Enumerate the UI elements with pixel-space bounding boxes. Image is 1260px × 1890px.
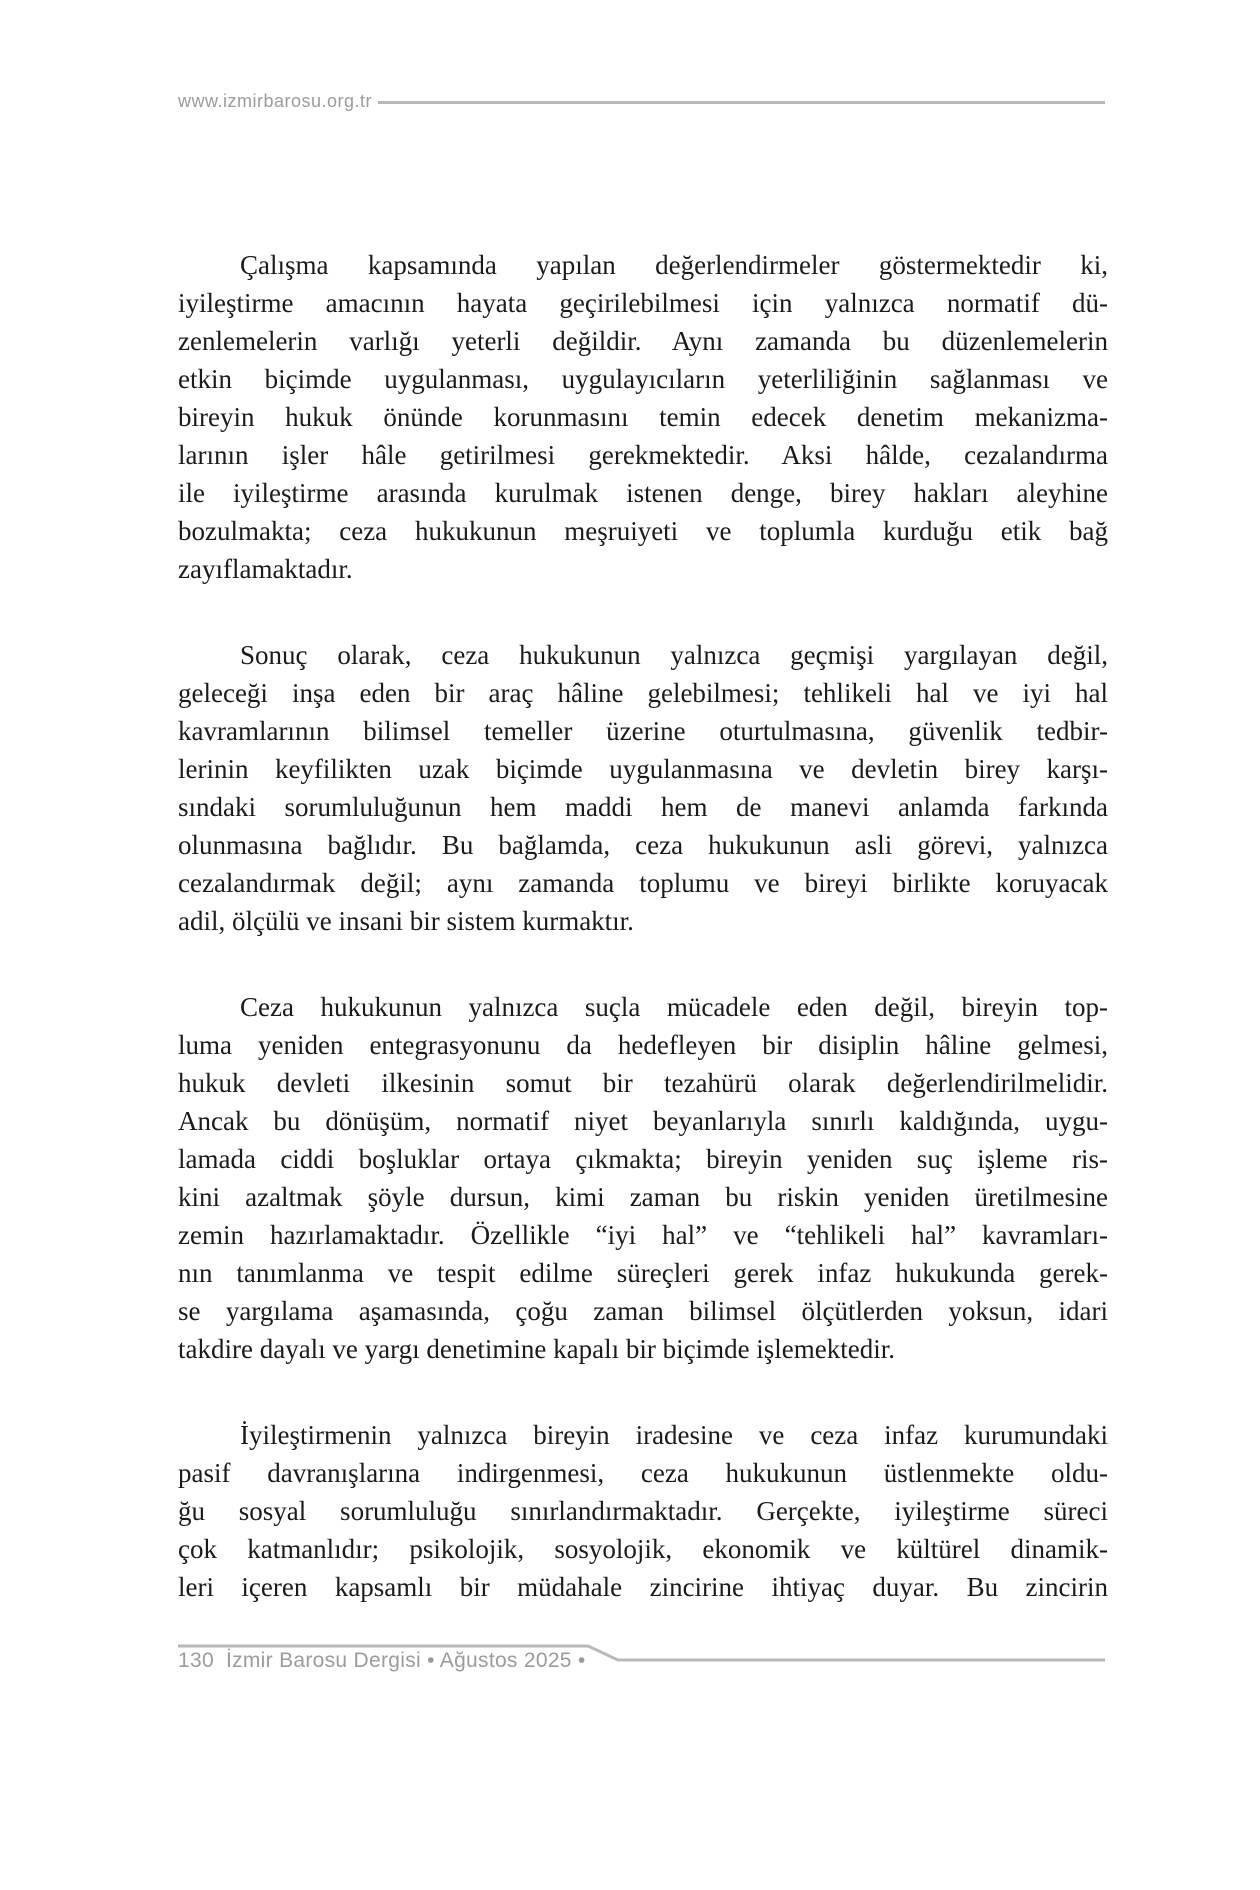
page-number: 130 <box>178 1649 214 1672</box>
text-line: ğu sosyal sorumluluğu sınırlandırmaktadır. Gerçekte, iyileştirme süreci <box>178 1496 1108 1526</box>
text-line: çok katmanlıdır; psikolojik, sosyolojik, ekonomik ve kültürel dinamik- <box>178 1534 1108 1564</box>
text-line: hukuk devleti ilkesinin somut bir tezahürü olarak değerlendirilmelidir. <box>178 1068 1108 1098</box>
text-line: sındaki sorumluluğunun hem maddi hem de manevi anlamda farkında <box>178 792 1108 822</box>
text-line: se yargılama aşamasında, çoğu zaman bilimsel ölçütlerden yoksun, idari <box>178 1296 1108 1326</box>
text-line: zenlemelerin varlığı yeterli değildir. Aynı zamanda bu düzenlemelerin <box>178 326 1108 356</box>
journal-info: İzmir Barosu Dergisi • Ağustos 2025 • <box>225 1649 586 1672</box>
text-line: pasif davranışlarına indirgenmesi, ceza hukukunun üstlenmekte oldu- <box>178 1458 1108 1488</box>
text-line: larının işler hâle getirilmesi gerekmektedir. Aksi hâlde, cezalandırma <box>178 440 1108 470</box>
text-line: Ceza hukukunun yalnızca suçla mücadele eden değil, bireyin top- <box>240 992 1108 1022</box>
text-line: adil, ölçülü ve insani bir sistem kurmaktır. <box>178 906 634 936</box>
paragraph <box>178 636 1108 940</box>
text-line: bozulmakta; ceza hukukunun meşruiyeti ve toplumla kurduğu etik bağ <box>178 516 1108 546</box>
text-line: Çalışma kapsamında yapılan değerlendirmeler göstermektedir ki, <box>240 250 1108 280</box>
body-text <box>178 246 1108 1606</box>
text-line: leri içeren kapsamlı bir müdahale zincirine ihtiyaç duyar. Bu zincirin <box>178 1572 1108 1602</box>
paragraph <box>178 1416 1108 1606</box>
text-line: kini azaltmak şöyle dursun, kimi zaman bu riskin yeniden üretilmesine <box>178 1182 1108 1212</box>
text-line: cezalandırmak değil; aynı zamanda toplumu ve bireyi birlikte koruyacak <box>178 868 1108 898</box>
text-line: zayıflamaktadır. <box>178 554 353 584</box>
paragraph <box>178 988 1108 1368</box>
text-line: takdire dayalı ve yargı denetimine kapalı bir biçimde işlemektedir. <box>178 1334 896 1364</box>
text-line: İyileştirmenin yalnızca bireyin iradesine ve ceza infaz kurumundaki <box>240 1420 1108 1450</box>
header-url: www.izmirbarosu.org.tr <box>178 90 373 111</box>
header-rule <box>378 101 1105 104</box>
text-line: luma yeniden entegrasyonunu da hedefleyen bir disiplin hâline gelmesi, <box>178 1030 1108 1060</box>
page-footer <box>178 1649 586 1673</box>
text-line: olunmasına bağlıdır. Bu bağlamda, ceza hukukunun asli görevi, yalnızca <box>178 830 1108 860</box>
text-line: lerinin keyfilikten uzak biçimde uygulanmasına ve devletin birey karşı- <box>178 754 1108 784</box>
text-line: Sonuç olarak, ceza hukukunun yalnızca geçmişi yargılayan değil, <box>240 640 1108 670</box>
text-line: lamada ciddi boşluklar ortaya çıkmakta; bireyin yeniden suç işleme ris- <box>178 1144 1108 1174</box>
text-line: ile iyileştirme arasında kurulmak istenen denge, birey hakları aleyhine <box>178 478 1108 508</box>
text-line: nın tanımlanma ve tespit edilme süreçleri gerek infaz hukukunda gerek- <box>178 1258 1108 1288</box>
text-line: zemin hazırlamaktadır. Özellikle “iyi hal” ve “tehlikeli hal” kavramları- <box>178 1220 1108 1250</box>
text-line: iyileştirme amacının hayata geçirilebilmesi için yalnızca normatif dü- <box>178 288 1108 318</box>
text-line: geleceği inşa eden bir araç hâline gelebilmesi; tehlikeli hal ve iyi hal <box>178 678 1108 708</box>
text-line: etkin biçimde uygulanması, uygulayıcıların yeterliliğinin sağlanması ve <box>178 364 1108 394</box>
page-header <box>178 88 1105 114</box>
paragraph <box>178 246 1108 588</box>
text-line: Ancak bu dönüşüm, normatif niyet beyanlarıyla sınırlı kaldığında, uygu- <box>178 1106 1108 1136</box>
text-line: bireyin hukuk önünde korunmasını temin edecek denetim mekanizma- <box>178 402 1108 432</box>
text-line: kavramlarının bilimsel temeller üzerine oturtulmasına, güvenlik tedbir- <box>178 716 1108 746</box>
